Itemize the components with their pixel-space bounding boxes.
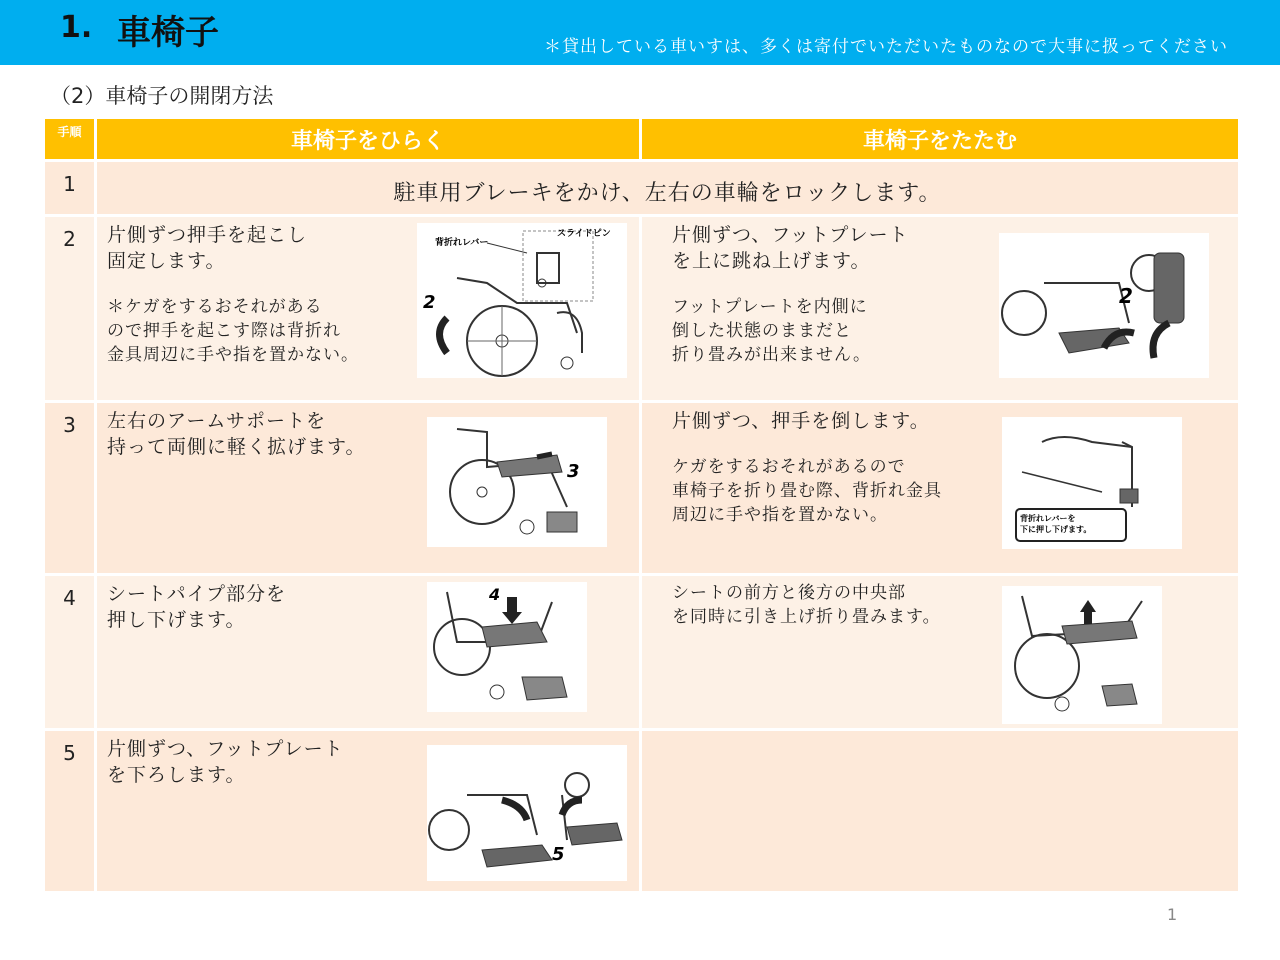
header-bar	[0, 0, 1280, 65]
open-step-number-label: 5	[552, 844, 565, 865]
open-step-number-label: 3	[567, 461, 580, 482]
fold-caution: ケガをするおそれがあるので 車椅子を折り畳む際、背折れ金具 周辺に手や指を置かない。	[672, 457, 942, 525]
illustration-lower-footplate	[427, 745, 627, 881]
step-number: 5	[63, 741, 76, 765]
open-caution: ＊ケガをするおそれがある ので押手を起こす際は背折れ 金具周辺に手や指を置かない。	[107, 297, 359, 365]
table-row	[44, 730, 1240, 893]
section-title: （2）車椅子の開閉方法	[50, 84, 274, 108]
fold-instruction: 片側ずつ、押手を倒します。	[672, 410, 930, 432]
chapter-title: 車椅子	[117, 13, 219, 53]
fold-step-number-label: 2	[1119, 284, 1133, 308]
step-number: 4	[63, 586, 76, 610]
open-instruction: シートパイプ部分を 押し下げます。	[107, 583, 287, 631]
illustration-raise-push-handle	[417, 223, 627, 378]
steps-table	[42, 116, 1241, 894]
step-number: 1	[63, 172, 76, 196]
table-row	[44, 402, 1240, 575]
fold-instruction: シートの前方と後方の中央部 を同時に引き上げ折り畳みます。	[672, 583, 941, 627]
slide-pin-label: スライドピン	[557, 229, 611, 239]
step-common-text: 駐車用ブレーキをかけ、左右の車輪をロックします。	[393, 181, 942, 206]
table-row	[44, 161, 1240, 216]
chapter-number: 1.	[60, 10, 93, 45]
illustration-raise-footplate	[999, 233, 1209, 378]
illustration-fold-push-handle	[1002, 417, 1182, 549]
header-step: 手順	[44, 118, 96, 161]
open-instruction: 左右のアームサポートを 持って両側に軽く拡げます。	[107, 410, 366, 458]
illustration-press-seat-pipe	[427, 582, 587, 712]
back-lever-instruction-label: 背折れレバーを下に押し下げます。	[1020, 514, 1092, 534]
back-lever-label: 背折れレバー	[435, 238, 489, 248]
fold-caution: フットプレートを内側に 倒した状態のままだと 折り畳みが出来ません。	[672, 297, 872, 365]
open-step-number-label: 2	[423, 292, 436, 313]
open-instruction: 片側ずつ押手を起こし 固定します。	[107, 224, 308, 272]
header-note: ＊貸出している車いすは、多くは寄付でいただいたものなので大事に扱ってください	[544, 37, 1228, 57]
step-number: 2	[63, 227, 76, 251]
header-fold: 車椅子をたたむ	[641, 118, 1240, 161]
page-number: 1	[1167, 905, 1178, 924]
fold-instruction: 片側ずつ、フットプレート を上に跳ね上げます。	[672, 224, 909, 272]
table-row	[44, 575, 1240, 730]
illustration-pull-seat-up	[1002, 586, 1162, 724]
open-step-number-label: 4	[489, 585, 501, 604]
header-open: 車椅子をひらく	[96, 118, 641, 161]
open-instruction: 片側ずつ、フットプレート を下ろします。	[107, 738, 344, 786]
illustration-spread-arm-supports	[427, 417, 607, 547]
step-number: 3	[63, 413, 76, 437]
table-row	[44, 216, 1240, 402]
